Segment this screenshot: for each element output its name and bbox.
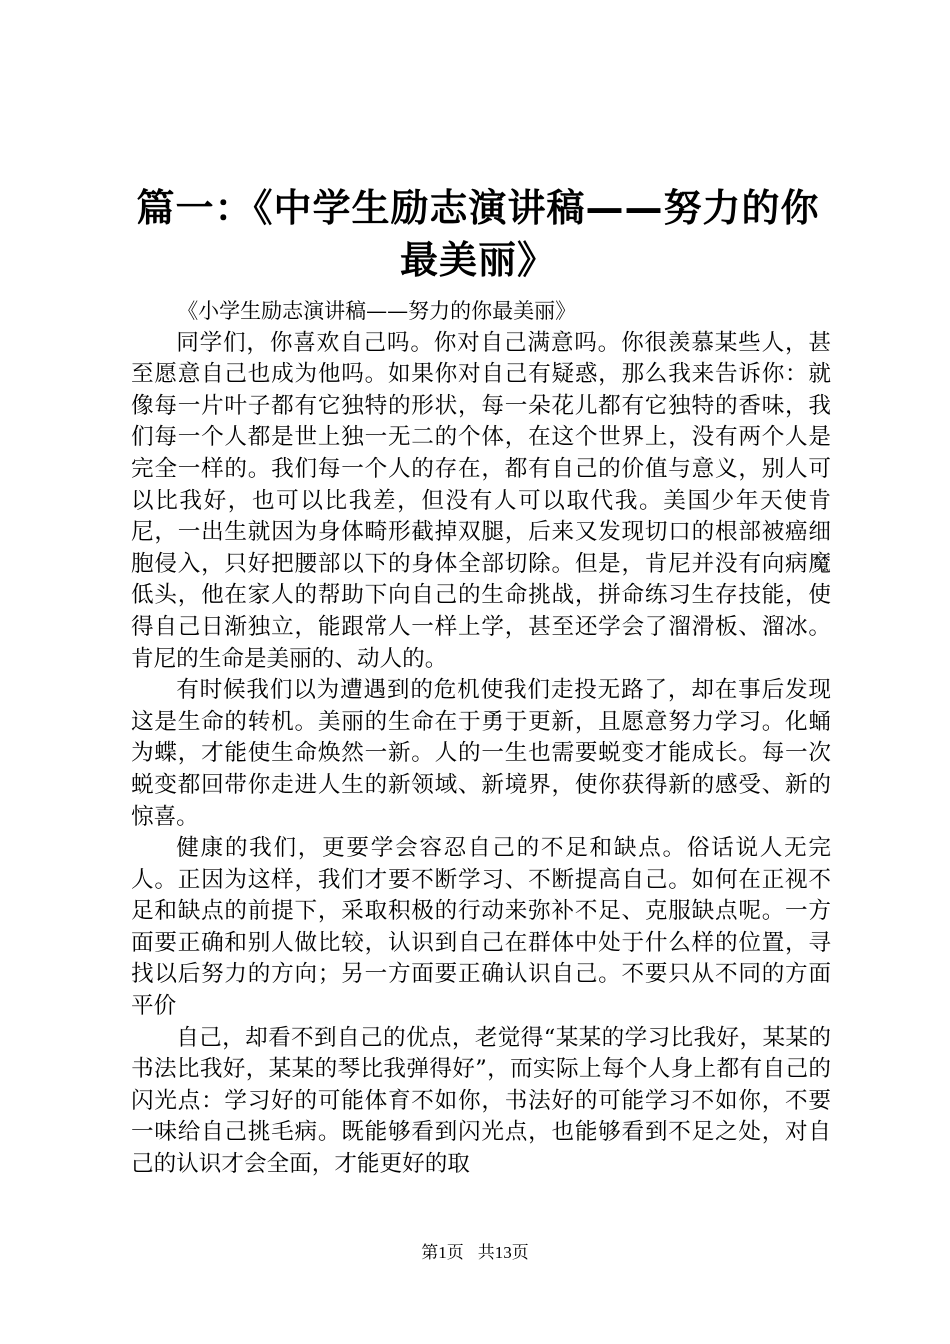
body-paragraph-4: 自己，却看不到自己的优点，老觉得“某某的学习比我好，某某的书法比我好，某某的琴比我弹得好”，而实际上每个人身上都有自己的闪光点：学习好的可能体育不如你，书法好的可能学习不如你，不要一味给自己挑毛病。既能够看到闪光点，也能够看到不足之处，对自己的认识才会全面，才能更好的取	[131, 1024, 831, 1178]
body-paragraph-1: 同学们，你喜欢自己吗。你对自己满意吗。你很羡慕某些人，甚至愿意自己也成为他吗。如果你对自己有疑惑，那么我来告诉你：就像每一片叶子都有它独特的形状，每一朵花儿都有它独特的香味，我们每一个人都是世上独一无二的个体，在这个世界上，没有两个人是完全一样的。我们每一个人的存在，都有自己的价值与意义，别人可以比我好，也可以比我差，但没有人可以取代我。美国少年天使肯尼，一出生就因为身体畸形截掉双腿，后来又发现切口的根部被癌细胞侵入，只好把腰部以下的身体全部切除。但是，肯尼并没有向病魔低头，他在家人的帮助下向自己的生命挑战，拼命练习生存技能，使得自己日渐独立，能跟常人一样上学，甚至还学会了溜滑板、溜冰。肯尼的生命是美丽的、动人的。	[131, 329, 831, 672]
document-title: 篇一：《中学生励志演讲稿——努力的你最美丽》	[136, 186, 820, 282]
body-paragraph-3: 健康的我们，更要学会容忍自己的不足和缺点。俗话说人无完人。正因为这样，我们才要不断学习、不断提高自己。如何在正视不足和缺点的前提下，采取积极的行动来弥补不足、克服缺点呢。一方面要正确和别人做比较，认识到自己在群体中处于什么样的位置，寻找以后努力的方向；另一方面要正确认识自己。不要只从不同的方面平价	[131, 835, 831, 1020]
page-footer	[0, 1243, 950, 1263]
document-body	[131, 296, 831, 1181]
page-total: 共13页	[477, 1243, 529, 1262]
body-paragraph-2: 有时候我们以为遭遇到的危机使我们走投无路了，却在事后发现这是生命的转机。美丽的生命在于勇于更新，且愿意努力学习。化蛹为蝶，才能使生命焕然一新。人的一生也需要蜕变才能成长。每一次蜕变都回带你走进人生的新领域、新境界，使你获得新的感受、新的惊喜。	[131, 677, 831, 830]
subtitle-paragraph: 《小学生励志演讲稿——努力的你最美丽》	[177, 299, 577, 323]
page-number: 第1页	[421, 1243, 464, 1262]
